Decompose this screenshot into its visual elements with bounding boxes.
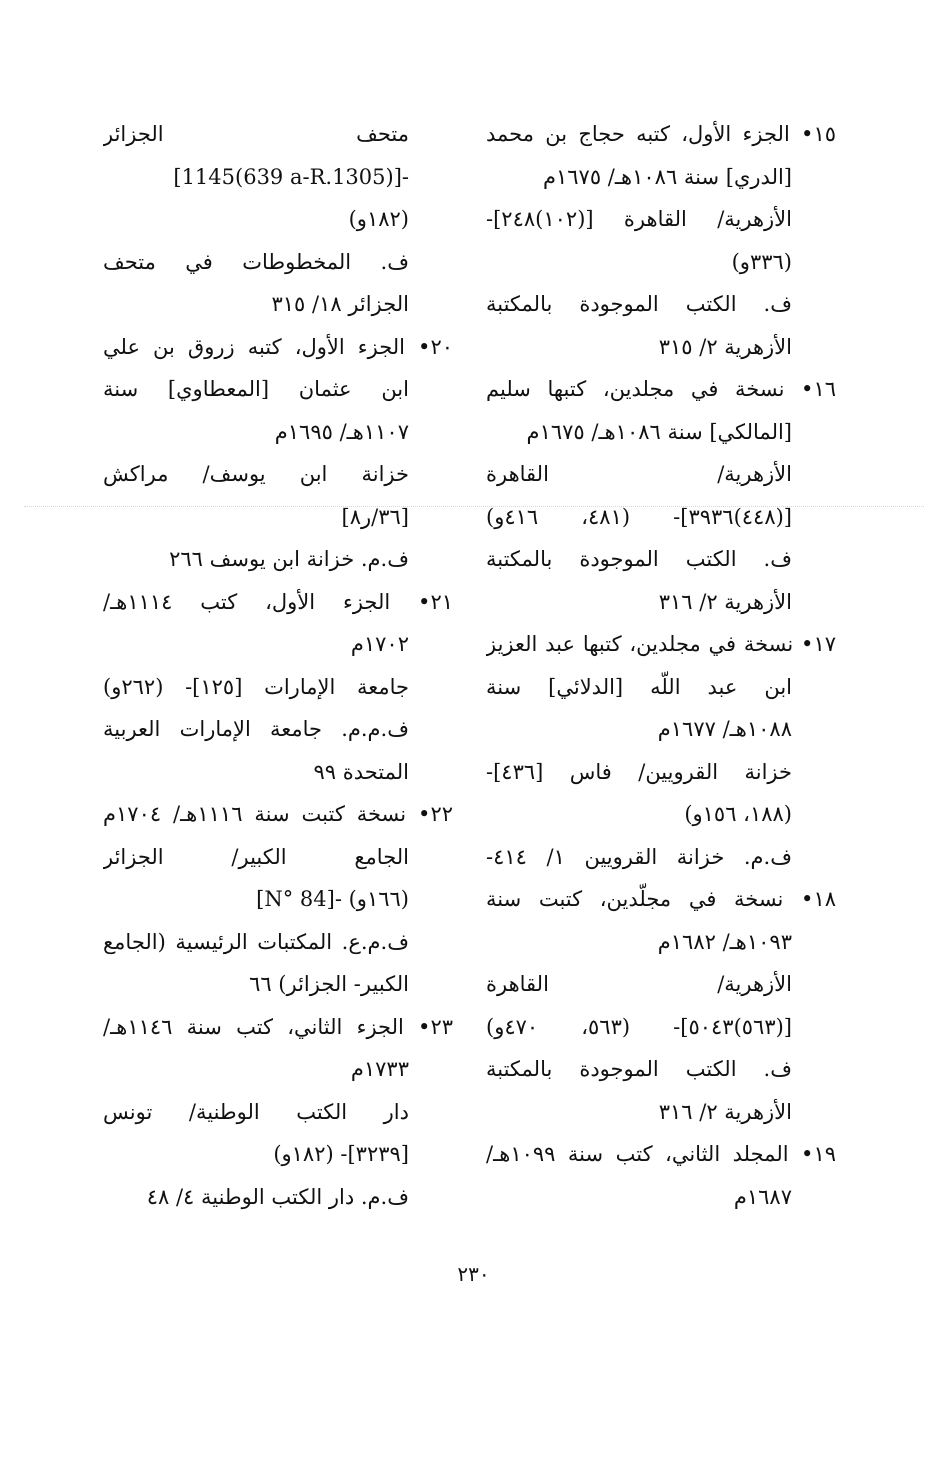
entry-line: الكبير- الجزائر) ٦٦ [249, 972, 409, 996]
entry-line: المتحدة ٩٩ [313, 759, 409, 784]
entry-line: ف.م.ع. المكتبات الرئيسية (الجامع [103, 929, 409, 954]
entry-line: الأزهرية/ القاهرة [486, 462, 792, 486]
entry-start-line: ٢٣• الجزء الثاني، كتب سنة ١١٤٦هـ/ [103, 1014, 453, 1039]
entry-line: ف.م. خزانة القرويين ١/ ٤١٤- [486, 844, 792, 869]
entry-line: ابن عبد اللّه [الدلائي] سنة [486, 674, 792, 699]
entry-line: ف.م. خزانة ابن يوسف ٢٦٦ [169, 547, 409, 571]
entry-line: [(٤٤٨)٣٩٣٦]- (٤٨١، ٤١٦و) [486, 504, 792, 529]
entry-line: ف. الكتب الموجودة بالمكتبة [486, 292, 792, 316]
entry-line: (١٨٢و) [348, 207, 409, 231]
entry-line: [المالكي] سنة ١٠٨٦هـ/ ١٦٧٥م [526, 419, 792, 444]
entry-line: [N° 84]- (١٦٦و) [256, 887, 409, 911]
entry-line: جامعة الإمارات [١٢٥]- (٢٦٢و) [103, 674, 409, 699]
entry-line: (٣٣٦و) [731, 249, 792, 274]
entry-line: الجزائر ١٨/ ٣١٥ [271, 292, 409, 316]
entry-line: ١٧٣٣م [350, 1057, 409, 1081]
entry-line: الأزهرية ٢/ ٣١٥ [658, 334, 792, 359]
entry-line: الأزهرية ٢/ ٣١٦ [658, 1099, 792, 1124]
entry-line: الأزهرية ٢/ ٣١٦ [658, 589, 792, 614]
entry-start-line: ٢١• الجزء الأول، كتب ١١١٤هـ/ [103, 589, 453, 614]
entry-start-line: ١٩• المجلد الثاني، كتب سنة ١٠٩٩هـ/ [486, 1142, 836, 1166]
entry-line: الجامع الكبير/ الجزائر [103, 844, 409, 869]
entry-line: ١١٠٧هـ/ ١٦٩٥م [274, 419, 409, 444]
entry-start-line: ١٥• الجزء الأول، كتبه حجاج بن محمد [486, 122, 836, 146]
entry-line: [الدري] سنة ١٠٨٦هـ/ ١٦٧٥م [542, 164, 792, 189]
entry-line: ١٧٠٢م [350, 632, 409, 656]
entry-line: [٣٢٣٩]- (١٨٢و) [273, 1142, 409, 1166]
entry-line: ١٠٨٨هـ/ ١٦٧٧م [657, 717, 792, 741]
entry-line: ف. الكتب الموجودة بالمكتبة [486, 547, 792, 571]
entry-line: خزانة ابن يوسف/ مراكش [103, 462, 409, 486]
entry-line: الأزهرية/ القاهرة [(١٠٢)٢٤٨]- [486, 207, 792, 231]
entry-start-line: ١٨• نسخة في مجلّدين، كتبت سنة [486, 887, 836, 911]
entry-line: (١٨٨، ١٥٦و) [684, 802, 792, 826]
entry-start-line: ٢٢• نسخة كتبت سنة ١١١٦هـ/ ١٧٠٤م [103, 802, 453, 826]
entry-line: دار الكتب الوطنية/ تونس [103, 1099, 409, 1124]
entry-line: ف. المخطوطات في متحف [103, 249, 409, 274]
entry-line: ف.م. دار الكتب الوطنية ٤/ ٤٨ [146, 1184, 409, 1209]
entry-line: الأزهرية/ القاهرة [486, 972, 792, 996]
entry-start-line: ٢٠• الجزء الأول، كتبه زروق بن علي [103, 334, 453, 359]
entry-line: خزانة القرويين/ فاس [٤٣٦]- [486, 759, 792, 784]
right-column [486, 113, 836, 1218]
entry-line: ابن عثمان [المعطاوي] سنة [103, 377, 409, 401]
entry-line: [(٥٦٣)٥٠٤٣]- (٥٦٣، ٤٧٠و) [486, 1014, 792, 1039]
entry-line: [٣٦/ر٨] [341, 504, 409, 529]
page-number: ٢٣٠ [457, 1262, 490, 1286]
entry-line: [1145(639 a-R.1305)]- [173, 164, 409, 189]
entry-line: ١٠٩٣هـ/ ١٦٨٢م [657, 929, 792, 954]
entry-line: ١٦٨٧م [733, 1184, 792, 1209]
entry-line: متحف الجزائر [103, 122, 409, 146]
entry-start-line: ١٧• نسخة في مجلدين، كتبها عبد العزيز [486, 632, 836, 656]
entry-line: ف.م.م. جامعة الإمارات العربية [103, 717, 409, 741]
entry-line: ف. الكتب الموجودة بالمكتبة [486, 1057, 792, 1081]
left-column [103, 113, 453, 1218]
entry-start-line: ١٦• نسخة في مجلدين، كتبها سليم [486, 377, 836, 401]
